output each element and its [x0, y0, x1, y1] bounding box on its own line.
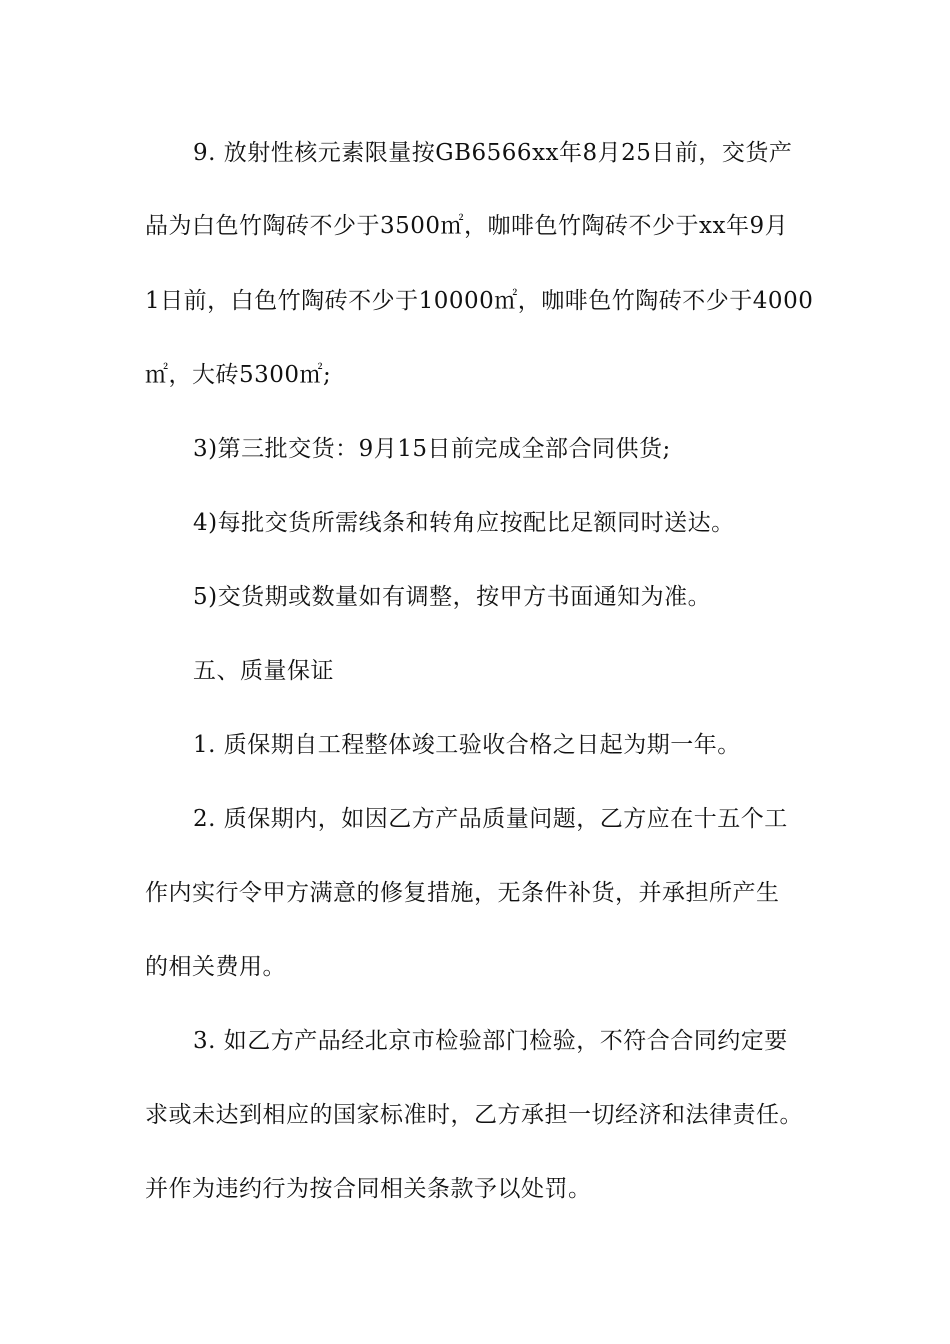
- text-line: 1日前，白色竹陶砖不少于10000㎡，咖啡色竹陶砖不少于4000: [145, 288, 814, 314]
- text-line: 的相关费用。: [145, 954, 286, 980]
- text-line: 品为白色竹陶砖不少于3500㎡，咖啡色竹陶砖不少于xx年9月: [145, 213, 789, 239]
- text-line: 作内实行令甲方满意的修复措施，无条件补货，并承担所产生: [145, 880, 780, 906]
- text-line-warranty-repair: 2. 质保期内，如因乙方产品质量问题，乙方应在十五个工: [193, 806, 788, 832]
- section-heading-quality-guarantee: 五、质量保证: [193, 658, 334, 684]
- text-line-delivery-requirement: 4)每批交货所需线条和转角应按配比足额同时送达。: [193, 510, 735, 536]
- text-line-warranty-period: 1. 质保期自工程整体竣工验收合格之日起为期一年。: [193, 732, 741, 758]
- text-line-clause-9: 9. 放射性核元素限量按GB6566xx年8月25日前，交货产: [193, 140, 793, 166]
- text-line: 并作为违约行为按合同相关条款予以处罚。: [145, 1176, 592, 1202]
- text-line-delivery-adjustment: 5)交货期或数量如有调整，按甲方书面通知为准。: [193, 584, 712, 610]
- text-line-inspection: 3. 如乙方产品经北京市检验部门检验，不符合合同约定要: [193, 1028, 788, 1054]
- text-line: ㎡，大砖5300㎡;: [145, 362, 332, 388]
- text-line-third-delivery: 3)第三批交货：9月15日前完成全部合同供货;: [193, 436, 671, 462]
- text-line: 求或未达到相应的国家标准时，乙方承担一切经济和法律责任。: [145, 1102, 803, 1128]
